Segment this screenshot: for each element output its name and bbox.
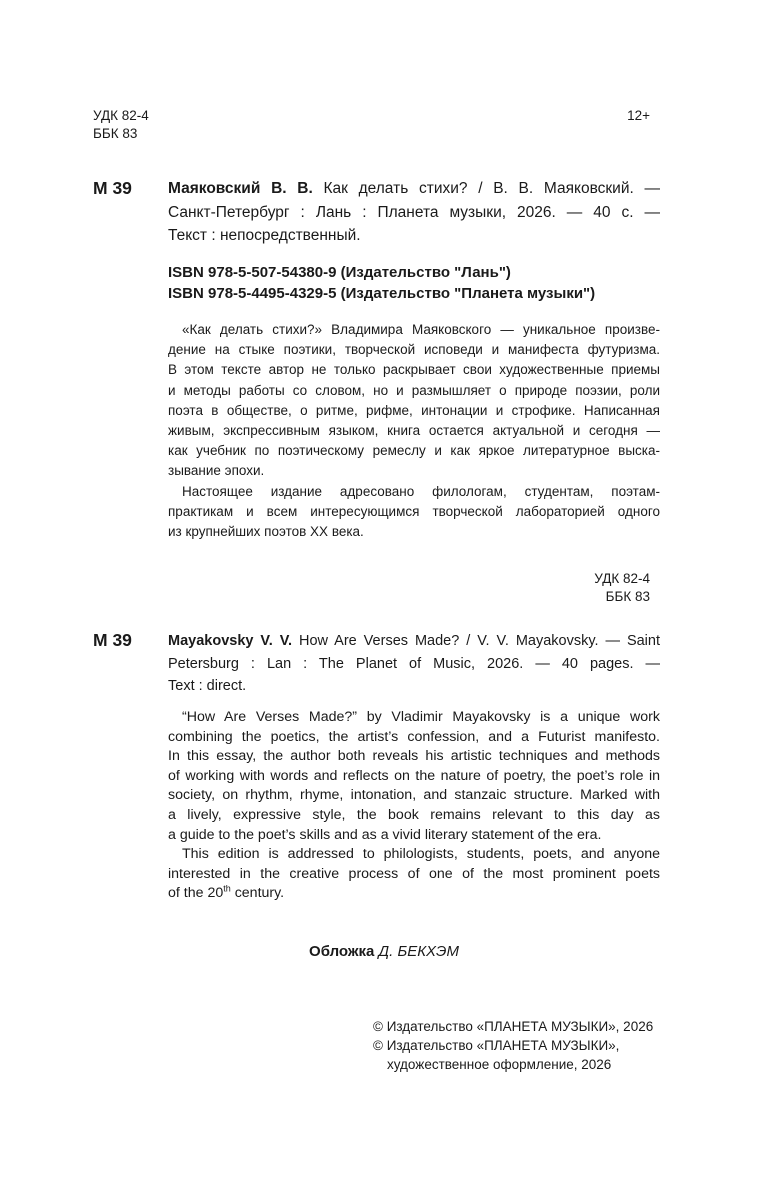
copyright-block	[373, 1017, 653, 1074]
annotation-line: как учебник по поэтическому ремеслу и как яркое литературное выска-	[168, 443, 660, 459]
cover-label: Обложка	[309, 943, 375, 960]
annotation-line: In this essay, the author both reveals his artistic techniques and methods	[168, 748, 660, 765]
bbk-code: ББК 83	[93, 126, 138, 141]
audience-line: из крупнейших поэтов XX века.	[168, 524, 364, 540]
annotation-line: «Как делать стихи?» Владимира Маяковского — уникальное произве-	[182, 322, 660, 337]
audience-line: This edition is addressed to philologists, students, poets, and anyone	[182, 846, 660, 863]
age-rating: 12+	[627, 108, 650, 123]
audience-text: century.	[230, 885, 285, 902]
copyright-line: © Издательство «ПЛАНЕТА МУЗЫКИ», 2026	[373, 1019, 654, 1034]
annotation-line: a guide to the poet’s skills and as a vivid literary statement of the era.	[168, 826, 602, 843]
audience-line: практикам и всем интересующимся творческой лабораторией одного	[168, 503, 660, 519]
title-en: How Are Verses Made? / V. V. Mayakovsky. — Saint	[292, 633, 660, 649]
cover-artist: Д. БЕКХЭМ	[378, 943, 459, 960]
bbk-code: ББК 83	[605, 589, 650, 604]
isbn-planet: ISBN 978-5-4495-4329-5 (Издательство "Планета музыки")	[168, 285, 596, 302]
biblio-line-2: Санкт-Петербург : Лань : Планета музыки, 2026. — 40 с. —	[168, 203, 660, 221]
udk-code: УДК 82-4	[93, 108, 149, 123]
author-name-ru: Маяковский В. В.	[168, 180, 313, 197]
biblio-line-3: Текст : непосредственный.	[168, 227, 361, 244]
copyright-line: © Издательство «ПЛАНЕТА МУЗЫКИ»,	[373, 1038, 620, 1053]
udk-code: УДК 82-4	[594, 571, 650, 586]
annotation-line: и методы работы со словом, но и размышляет о природе поэзии, роли	[168, 382, 660, 398]
biblio-line-1	[168, 630, 660, 653]
annotation-line: В этом тексте автор не только раскрывает свои художественные приемы	[168, 362, 660, 378]
audience-text: of the 20	[168, 885, 224, 902]
audience-line: interested in the creative process of one of the most prominent poets	[168, 865, 660, 882]
annotation-line: of working with words and reflects on the nature of poetry, the poet’s role in	[168, 767, 660, 784]
cover-credit	[0, 943, 768, 960]
ordinal-suffix: th	[223, 883, 231, 894]
biblio-line-3: Text : direct.	[168, 678, 247, 694]
title-ru: Как делать стихи? / В. В. Маяковский. —	[312, 180, 660, 197]
copyright-line: художественное оформление, 2026	[387, 1057, 612, 1072]
bibliographic-record-ru	[168, 177, 660, 248]
annotation-line: зывание эпохи.	[168, 463, 265, 479]
annotation-line: поэта в обществе, о ритме, рифме, интонации и строфике. Написанная	[168, 402, 660, 418]
isbn-block	[168, 262, 660, 304]
isbn-lan: ISBN 978-5-507-54380-9 (Издательство "Лань")	[168, 264, 511, 281]
audience-line-last	[168, 884, 660, 904]
annotation-line: “How Are Verses Made?” by Vladimir Mayakovsky is a unique work	[182, 709, 660, 725]
annotation-line: дение на стыке поэтики, творческой исповеди и манифеста футуризма.	[168, 342, 660, 358]
annotation-line: combining the poetics, the artist’s confession, and a Futurist manifesto.	[168, 728, 660, 745]
header-classification	[93, 107, 149, 143]
classification-ru	[580, 570, 650, 606]
author-mark-ru: М 39	[93, 178, 132, 198]
biblio-line-2: Petersburg : Lan : The Planet of Music, 2026. — 40 pages. —	[168, 655, 660, 672]
annotation-line: society, on rhythm, rhyme, intonation, and stanzaic structure. Marked with	[168, 787, 660, 804]
annotation-en	[168, 708, 660, 904]
bibliographic-record-en	[168, 630, 660, 698]
annotation-line: живым, экспрессивным языком, книга остается актуальной и сегодня —	[168, 423, 660, 439]
annotation-ru	[168, 320, 660, 542]
author-mark-en: М 39	[93, 630, 132, 650]
author-name-en: Mayakovsky V. V.	[168, 633, 293, 649]
annotation-line: a lively, expressive style, the book remains relevant to this day as	[168, 806, 660, 823]
biblio-line-1	[168, 177, 660, 201]
audience-line: Настоящее издание адресовано филологам, студентам, поэтам-	[182, 483, 660, 499]
